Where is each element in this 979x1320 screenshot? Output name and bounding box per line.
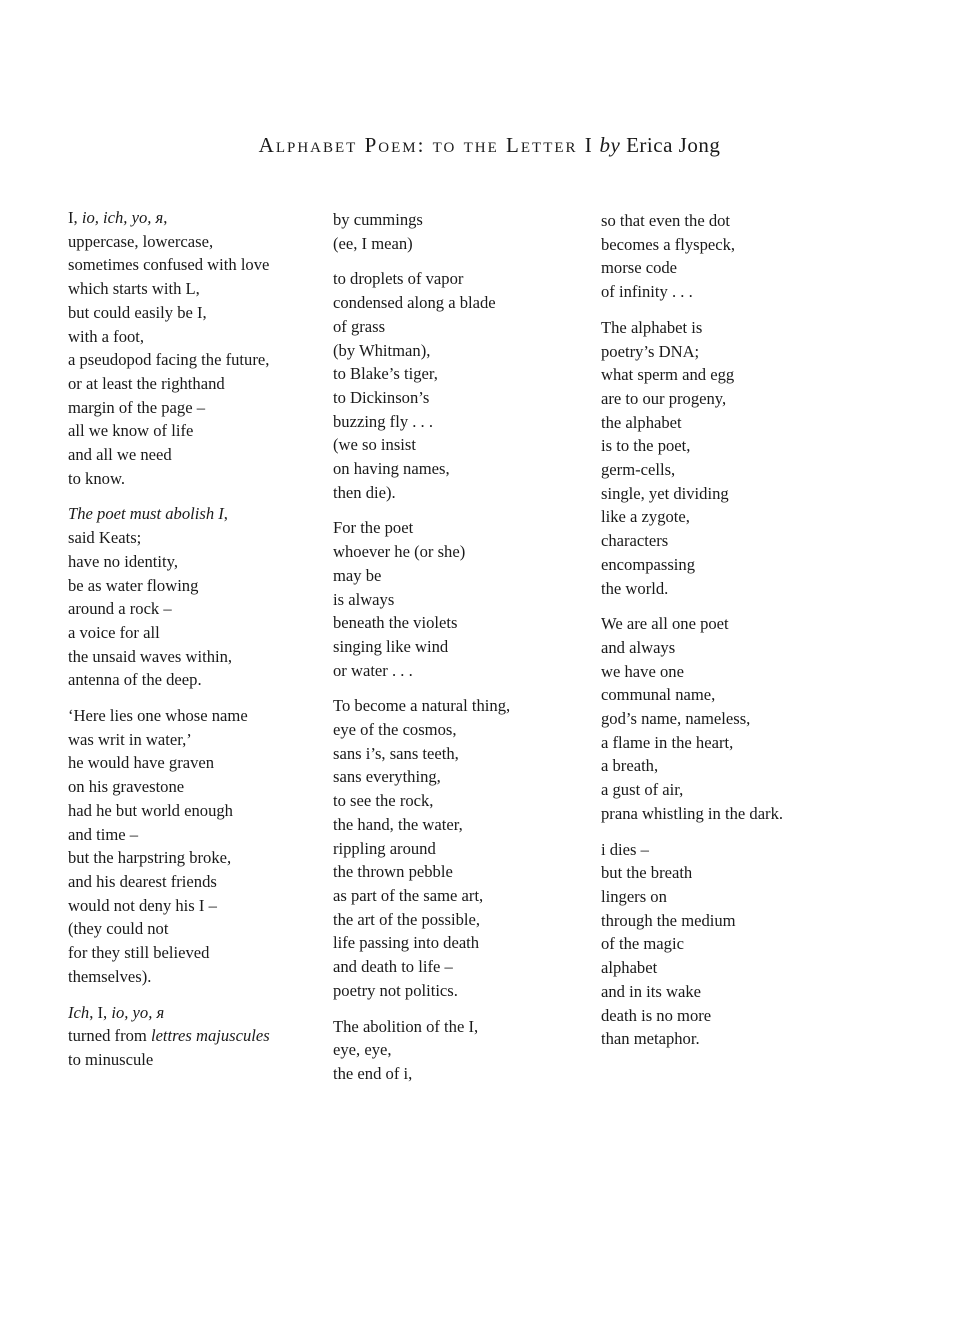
poem-line xyxy=(333,588,578,612)
poem-line xyxy=(68,965,308,989)
poem-line xyxy=(601,956,841,980)
poem-line xyxy=(601,707,841,731)
line-text: and death to life – xyxy=(333,957,453,977)
line-text: is to the poet, xyxy=(601,436,691,456)
poem-line xyxy=(68,253,308,277)
poem-line xyxy=(333,837,578,861)
stanza xyxy=(333,267,578,504)
stanza xyxy=(333,694,578,1002)
line-text: themselves). xyxy=(68,966,152,986)
poem-line xyxy=(601,256,841,280)
poem-line xyxy=(333,931,578,955)
line-text: i dies – xyxy=(601,839,649,859)
poem-line xyxy=(601,660,841,684)
poem-line xyxy=(68,396,308,420)
poem-line xyxy=(601,458,841,482)
poem-line xyxy=(68,1048,308,1072)
line-text: (we so insist xyxy=(333,435,416,455)
line-text: the world. xyxy=(601,578,669,598)
poem-title: Alphabet Poem: to the Letter I xyxy=(258,133,594,157)
line-text: but the harpstring broke, xyxy=(68,848,232,868)
poem-line xyxy=(333,433,578,457)
byline-by: by xyxy=(599,133,621,157)
poem-line xyxy=(601,577,841,601)
line-text: god’s name, nameless, xyxy=(601,709,751,729)
poem-line xyxy=(333,979,578,1003)
stanza xyxy=(68,502,308,692)
line-text: turned from xyxy=(68,1026,151,1046)
line-text: like a zygote, xyxy=(601,507,690,527)
poem-line xyxy=(601,340,841,364)
poem-line xyxy=(68,941,308,965)
line-text: on his gravestone xyxy=(68,777,185,797)
poem-line xyxy=(333,1038,578,1062)
poem-line xyxy=(601,612,841,636)
line-text: a pseudopod facing the future, xyxy=(68,350,270,370)
line-text: with a foot, xyxy=(68,326,145,346)
poem-line xyxy=(68,870,308,894)
poem-line xyxy=(333,339,578,363)
poem-line xyxy=(333,516,578,540)
line-text: morse code xyxy=(601,258,678,278)
poem-line xyxy=(68,526,308,550)
line-text: margin of the page – xyxy=(68,397,206,417)
line-text: condensed along a blade xyxy=(333,293,496,313)
line-text: a voice for all xyxy=(68,622,160,642)
poem-line xyxy=(68,1001,308,1025)
italic-text: io, ich, yo, я xyxy=(81,208,164,227)
poem-line xyxy=(601,387,841,411)
line-text: sans everything, xyxy=(333,767,441,787)
poem-title-line xyxy=(0,133,979,158)
poem-line xyxy=(601,636,841,660)
italic-text: The poet must abolish I xyxy=(68,504,224,524)
poem-column-3 xyxy=(601,209,841,1063)
line-text: death is no more xyxy=(601,1005,712,1025)
line-text: characters xyxy=(601,531,669,551)
poem-line xyxy=(333,1062,578,1086)
line-text: the thrown pebble xyxy=(333,862,453,882)
line-text: but the breath xyxy=(601,863,693,883)
line-text: would not deny his I – xyxy=(68,895,217,915)
poem-line xyxy=(333,232,578,256)
line-text: lingers on xyxy=(601,886,667,906)
poem-line xyxy=(68,550,308,574)
line-text: sans i’s, sans teeth, xyxy=(333,743,459,763)
line-text: around a rock – xyxy=(68,599,172,619)
poem-line xyxy=(601,233,841,257)
line-text: the hand, the water, xyxy=(333,814,463,834)
poem-line xyxy=(68,823,308,847)
poem-line xyxy=(333,208,578,232)
line-text: communal name, xyxy=(601,685,716,705)
line-text: or at least the righthand xyxy=(68,373,225,393)
poem-line xyxy=(601,505,841,529)
poem-line xyxy=(68,917,308,941)
line-text: be as water flowing xyxy=(68,575,199,595)
line-text: encompassing xyxy=(601,554,696,574)
line-text: The alphabet is xyxy=(601,317,703,337)
line-text: To become a natural thing, xyxy=(333,696,511,716)
line-text: whoever he (or she) xyxy=(333,542,466,562)
line-text: is always xyxy=(333,589,395,609)
poem-line xyxy=(333,659,578,683)
line-text: uppercase, lowercase, xyxy=(68,231,214,251)
line-text: was writ in water,’ xyxy=(68,729,192,749)
poem-line xyxy=(68,443,308,467)
poem-line xyxy=(333,635,578,659)
line-text: (ee, I mean) xyxy=(333,233,413,253)
poem-line xyxy=(601,411,841,435)
line-text: a breath, xyxy=(601,756,659,776)
line-text: on having names, xyxy=(333,459,450,479)
line-text: and in its wake xyxy=(601,981,702,1001)
line-text: and his dearest friends xyxy=(68,871,217,891)
line-text: beneath the violets xyxy=(333,613,458,633)
stanza xyxy=(333,516,578,682)
line-text: prana whistling in the dark. xyxy=(601,803,784,823)
stanza xyxy=(601,316,841,600)
line-text: to Blake’s tiger, xyxy=(333,364,438,384)
line-text: to see the rock, xyxy=(333,791,434,811)
line-text: but could easily be I, xyxy=(68,302,207,322)
poem-line xyxy=(68,621,308,645)
line-text: the art of the possible, xyxy=(333,909,481,929)
poem-line xyxy=(333,742,578,766)
poem-line xyxy=(68,325,308,349)
poem-line xyxy=(601,363,841,387)
line-text: I, xyxy=(68,208,82,227)
poem-line xyxy=(601,932,841,956)
line-text: what sperm and egg xyxy=(601,365,735,385)
line-text: so that even the dot xyxy=(601,211,731,230)
line-text: poetry’s DNA; xyxy=(601,341,700,361)
poem-line xyxy=(601,731,841,755)
poem-line xyxy=(68,846,308,870)
line-text: life passing into death xyxy=(333,933,480,953)
poem-line xyxy=(601,838,841,862)
line-text: we have one xyxy=(601,661,684,681)
line-text: (by Whitman), xyxy=(333,340,431,360)
line-text: becomes a flyspeck, xyxy=(601,234,736,254)
poem-line xyxy=(601,434,841,458)
line-text: alphabet xyxy=(601,958,658,978)
line-text: then die). xyxy=(333,482,396,502)
poem-line xyxy=(333,908,578,932)
stanza xyxy=(68,1001,308,1072)
line-text: and time – xyxy=(68,824,139,844)
poem-line xyxy=(333,1015,578,1039)
line-text: than metaphor. xyxy=(601,1029,700,1049)
line-text: he would have graven xyxy=(68,753,215,773)
stanza xyxy=(333,208,578,255)
poem-line xyxy=(333,362,578,386)
poem-line xyxy=(601,778,841,802)
stanza xyxy=(333,1015,578,1086)
stanza xyxy=(68,704,308,988)
poem-line xyxy=(333,291,578,315)
poem-line xyxy=(333,410,578,434)
poem-line xyxy=(68,775,308,799)
poem-line xyxy=(601,1004,841,1028)
line-text: of grass xyxy=(333,316,386,336)
line-text: had he but world enough xyxy=(68,800,233,820)
line-text: ‘Here lies one whose name xyxy=(68,706,248,726)
poem-line xyxy=(68,728,308,752)
poem-line xyxy=(333,267,578,291)
poem-line xyxy=(333,386,578,410)
line-text: sometimes confused with love xyxy=(68,255,270,275)
line-text: and all we need xyxy=(68,445,172,465)
poem-line xyxy=(601,754,841,778)
poem-line xyxy=(333,564,578,588)
line-text: germ-cells, xyxy=(601,460,676,480)
poem-line xyxy=(601,802,841,826)
poem-line xyxy=(68,1024,308,1048)
poem-line xyxy=(68,751,308,775)
line-text: We are all one poet xyxy=(601,614,729,634)
poem-line xyxy=(68,206,308,230)
line-text: antenna of the deep. xyxy=(68,670,202,690)
line-text: to droplets of vapor xyxy=(333,269,464,289)
line-text: a gust of air, xyxy=(601,780,684,800)
poem-line xyxy=(601,909,841,933)
stanza xyxy=(68,206,308,490)
poem-line xyxy=(333,457,578,481)
poem-line xyxy=(68,230,308,254)
poem-line xyxy=(333,765,578,789)
poem-line xyxy=(601,316,841,340)
poem-line xyxy=(333,813,578,837)
poem-line xyxy=(601,861,841,885)
line-text: singing like wind xyxy=(333,636,449,656)
poem-line xyxy=(68,597,308,621)
poem-line xyxy=(333,481,578,505)
line-text: buzzing fly . . . xyxy=(333,411,434,431)
poem-line xyxy=(333,540,578,564)
poem-line xyxy=(68,704,308,728)
line-text: poetry not politics. xyxy=(333,980,458,1000)
poem-line xyxy=(68,574,308,598)
line-text: may be xyxy=(333,565,382,585)
poem-line xyxy=(601,209,841,233)
line-text: and always xyxy=(601,637,676,657)
line-text: to know. xyxy=(68,468,126,488)
poem-line xyxy=(68,894,308,918)
poem-line xyxy=(333,694,578,718)
line-text: which starts with L, xyxy=(68,279,200,299)
line-text: , xyxy=(163,208,168,227)
line-text: said Keats; xyxy=(68,528,142,548)
line-text: the alphabet xyxy=(601,412,682,432)
line-text: through the medium xyxy=(601,910,736,930)
author-name: Erica Jong xyxy=(626,133,721,157)
line-text: as part of the same art, xyxy=(333,885,484,905)
poem-line xyxy=(601,885,841,909)
poem-line xyxy=(333,884,578,908)
line-text: eye, eye, xyxy=(333,1040,392,1060)
poem-line xyxy=(601,529,841,553)
italic-text: Ich xyxy=(68,1002,90,1022)
line-text: The abolition of the I, xyxy=(333,1016,479,1036)
poem-line xyxy=(601,280,841,304)
poem-line xyxy=(68,645,308,669)
line-text: or water . . . xyxy=(333,660,413,680)
line-text: rippling around xyxy=(333,838,436,858)
italic-text: lettres majuscules xyxy=(150,1026,270,1046)
line-text: have no identity, xyxy=(68,551,178,571)
line-text: of the magic xyxy=(601,934,684,954)
poem-line xyxy=(68,467,308,491)
poem-line xyxy=(68,502,308,526)
poem-line xyxy=(68,419,308,443)
poem-column-2 xyxy=(333,208,578,1098)
poem-line xyxy=(333,789,578,813)
line-text: to Dickinson’s xyxy=(333,387,430,407)
line-text: , xyxy=(223,504,228,524)
line-text: are to our progeny, xyxy=(601,388,727,408)
line-text: single, yet dividing xyxy=(601,483,729,503)
poem-column-1 xyxy=(68,206,308,1084)
poem-line xyxy=(333,718,578,742)
line-text: eye of the cosmos, xyxy=(333,720,457,740)
line-text: a flame in the heart, xyxy=(601,732,734,752)
line-text: by cummings xyxy=(333,210,423,229)
poem-line xyxy=(601,1027,841,1051)
italic-text: io, yo, я xyxy=(111,1002,165,1022)
line-text: , I, xyxy=(89,1002,112,1022)
poem-line xyxy=(68,301,308,325)
poem-line xyxy=(333,955,578,979)
line-text: the end of i, xyxy=(333,1063,413,1083)
line-text: For the poet xyxy=(333,518,414,538)
stanza xyxy=(601,209,841,304)
poem-line xyxy=(68,799,308,823)
line-text: (they could not xyxy=(68,919,169,939)
poem-line xyxy=(333,860,578,884)
poem-line xyxy=(68,668,308,692)
line-text: to minuscule xyxy=(68,1049,154,1069)
poem-line xyxy=(68,277,308,301)
line-text: of infinity . . . xyxy=(601,282,693,302)
line-text: for they still believed xyxy=(68,943,210,963)
stanza xyxy=(601,838,841,1051)
poem-line xyxy=(333,315,578,339)
poem-line xyxy=(68,348,308,372)
line-text: all we know of life xyxy=(68,421,194,441)
poem-line xyxy=(601,683,841,707)
poem-line xyxy=(333,611,578,635)
line-text: the unsaid waves within, xyxy=(68,646,233,666)
poem-line xyxy=(601,553,841,577)
poem-line xyxy=(68,372,308,396)
poem-line xyxy=(601,980,841,1004)
poem-line xyxy=(601,482,841,506)
stanza xyxy=(601,612,841,825)
